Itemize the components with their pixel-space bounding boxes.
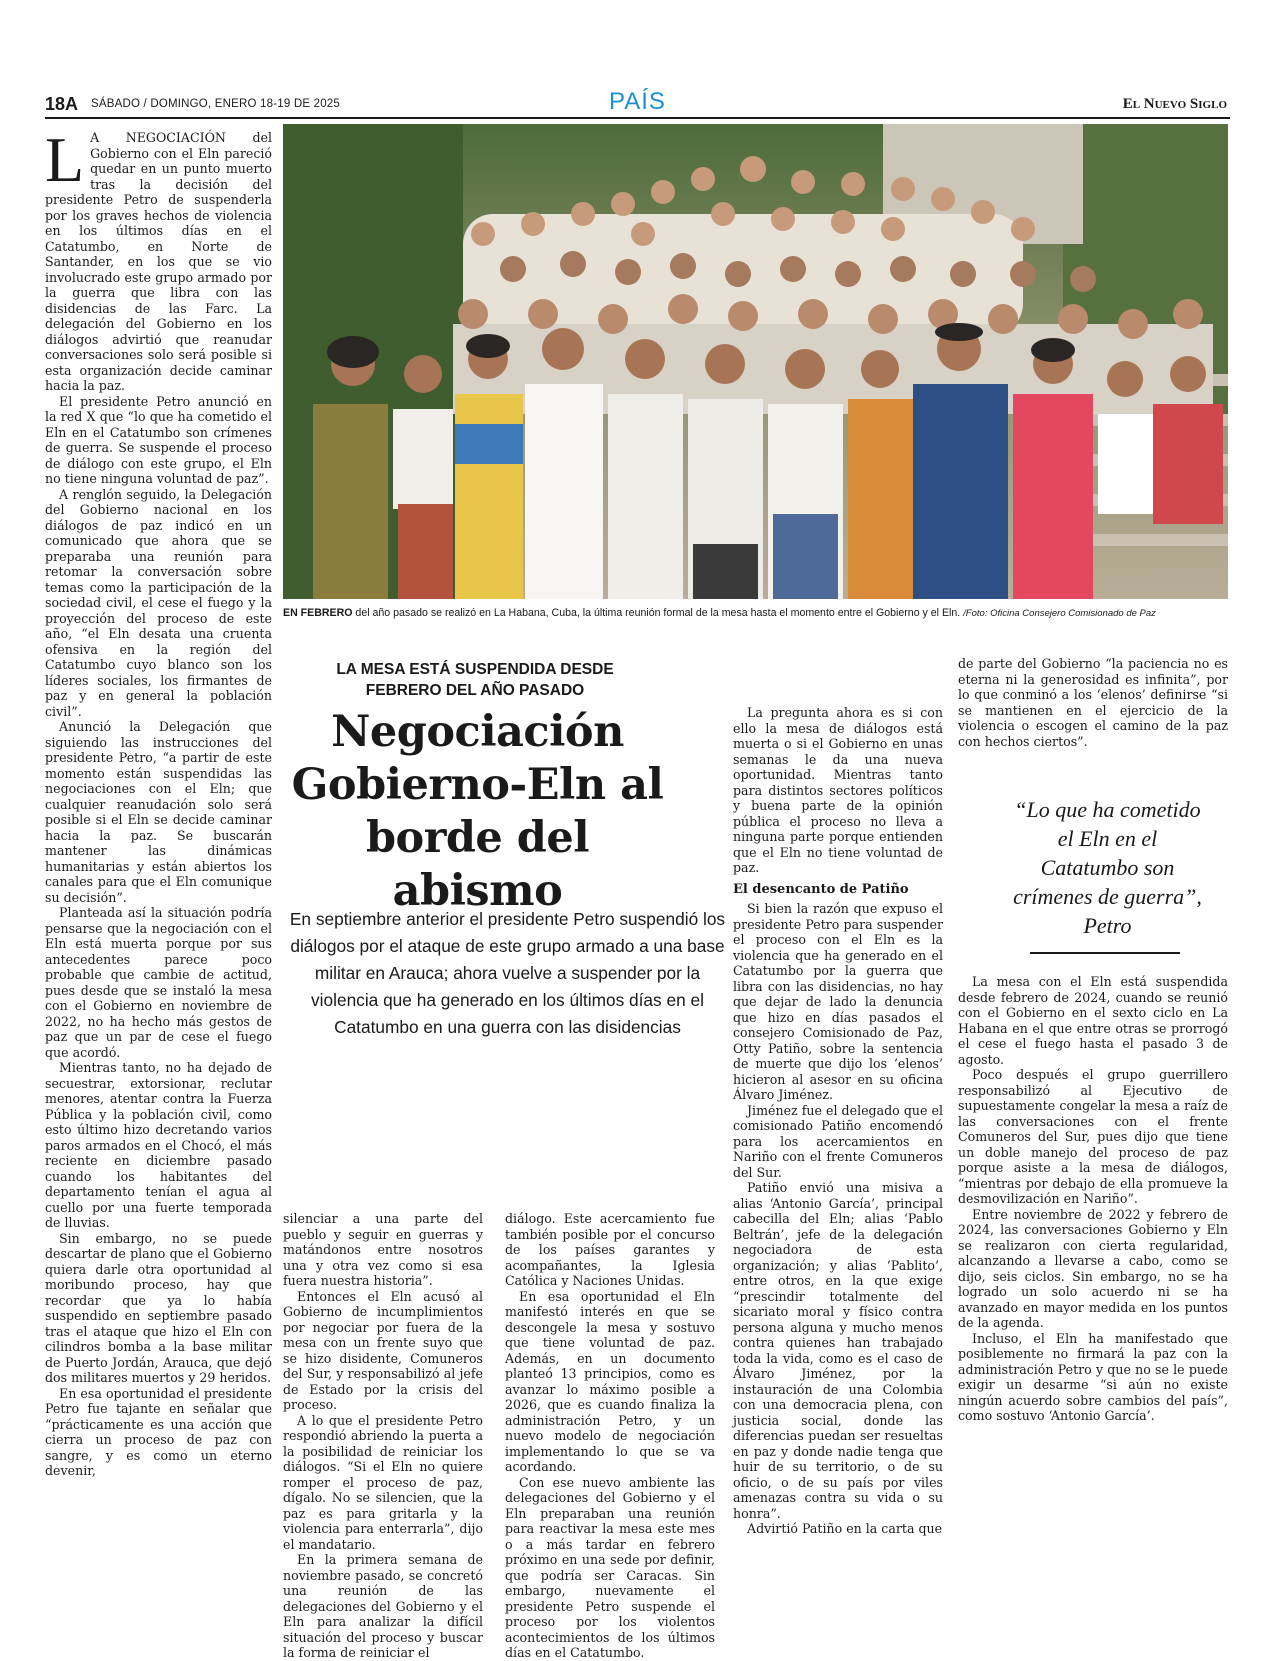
paragraph: silenciar a una parte del pueblo y seguir en guerras y matándonos entre nosotros una y otra vez como si esa fuera nuestra historia”. xyxy=(283,1211,483,1288)
paragraph: En esa oportunidad el presidente Petro fue tajante en señalar que “prácticamente es una acción que cierra un proceso de paz con sangre, y es como un eterno devenir, xyxy=(45,1385,272,1478)
paragraph: Si bien la razón que expuso el presidente Petro para suspender el proceso con el Eln es la violencia que ha generado en el Catatumbo por la guerra que libra con las disidencias, no hay que dejar de lado la denuncia que hizo en días pasados el consejero Comisionado de Paz, Otty Patiño, sobre la sentencia de muerte que dijo los ‘elenos’ hicieron al asesor en su oficina Álvaro Jiménez. xyxy=(733,901,943,1102)
paragraph: En esa oportunidad el Eln manifestó interés en que se descongele la mesa y sostuvo que tiene voluntad de paz. Además, en un documento planteó 13 principios, como es avanzar lo máximo posible a 2026, que es cuando finaliza la administración Petro, y un nuevo modelo de negociación implementando lo que se va acordando. xyxy=(505,1288,715,1474)
paragraph: Advirtió Patiño en la carta que xyxy=(747,1521,943,1536)
paragraph: Mientras tanto, no ha dejado de secuestrar, extorsionar, reclutar menores, atentar contra la Fuerza Pública y la población civil, como esto último hizo decretando varios paros armados en el Chocó, el más reciente en diciembre pasado cuando los habitantes del departamento tenían el agua al cuello por una fuerte temporada de lluvias. xyxy=(45,1060,272,1230)
drop-cap: L xyxy=(45,124,85,195)
paragraph: A renglón seguido, la Delegación del Gobierno nacional en los diálogos de paz indicó en un comunicado que ahora que se preparaba una reunión para retomar la conversación sobre temas como la participación de la sociedad civil, el cese el fuego y la proyección del proceso de este año, “el Eln desata una cruenta ofensiva en la región del Catatumbo cuyo blanco son los líderes sociales, los firmantes de paz y en general la población civil”. xyxy=(45,486,272,719)
article-column-3 xyxy=(505,1211,715,1661)
paragraph: La mesa con el Eln está suspendida desde febrero de 2024, cuando se reunió con el Gobierno en el sexto ciclo en La Habana en el que entre otras se prorrogó el cese el fuego hasta el pasado 3 de agosto. xyxy=(958,974,1228,1067)
article-column-1 xyxy=(45,124,272,1479)
pull-quote-rule xyxy=(1030,952,1180,954)
paragraph: Sin embargo, no se puede descartar de plano que el Gobierno quiera darle otra oportunidad al moribundo proceso, hay que recordar que ya lo había suspendido en septiembre pasado tras el ataque que hizo el Eln con cilindros bomba a la base militar de Puerto Jordán, Arauca, que dejó dos militares muertos y 29 heridos. xyxy=(45,1230,272,1385)
caption-text: del año pasado se realizó en La Habana, Cuba, la última reunión formal de la mesa hasta el momento entre el Gobierno y el Eln. xyxy=(355,607,961,619)
page-number: 18A xyxy=(45,94,79,114)
paragraph: diálogo. Este acercamiento fue también posible por el concurso de los países garantes y acompañantes, la Iglesia Católica y Naciones Unidas. xyxy=(505,1211,715,1288)
paragraph: de parte del Gobierno “la paciencia no es eterna ni la generosidad es infinita”, por lo que conminó a los ‘elenos’ definirse “si se mantienen en el ejercicio de la violencia o escogen el camino de la paz con hechos ciertos”. xyxy=(958,656,1228,749)
paragraph: El presidente Petro anunció en la red X que “lo que ha cometido el Eln en el Catatumbo son crímenes de guerra. Se suspende el proceso de diálogo con este grupo, el Eln no tiene ninguna voluntad de paz”. xyxy=(45,393,272,486)
paragraph: Con ese nuevo ambiente las delegaciones del Gobierno y el Eln preparaban una reunión para reactivar la mesa este mes o a más tardar en febrero próximo en una sede por definir, que podría ser Caracas. Sin embargo, nuevamente el presidente Petro suspende el proceso por los violentos acontecimientos de los últimos días en el Catatumbo. xyxy=(505,1474,715,1660)
paragraph: Patiño envió una misiva a alias ‘Antonio García’, principal cabecilla del Eln; alias ‘Pablo Beltrán’, jefe de la delegación negociadora de esta organización; y alias ‘Pablito’, entre otros, en la que exige “prescindir totalmente del sicariato moral y físico contra persona alguna y mucho menos contra quienes han trabajado toda la vida, como es el caso de Álvaro Jiménez, por la instauración de una Colombia con una democracia plena, con justicia social, donde las diferencias puedan ser resueltas en paz y donde nadie tenga que huir de su territorio, o de su oficio, o de su país por viles amenazas contra su vida o su honra”. xyxy=(733,1180,943,1521)
paragraph: En la primera semana de noviembre pasado, se concretó una reunión de las delegaciones del Gobierno y el Eln para analizar la difícil situación del proceso y buscar la forma de reiniciar el xyxy=(283,1552,483,1660)
paragraph: Incluso, el Eln ha manifestado que posiblemente no firmará la paz con la administración Petro y que no se le puede exigir un desarme “si aún no existe ningún acuerdo sobre cambios del país”, como sostuvo ‘Antonio García’. xyxy=(958,1330,1228,1423)
paragraph: La pregunta ahora es si con ello la mesa de diálogos está muerta o si el Gobierno en unas semanas le da una nueva oportunidad. Mientras tanto para distintos sectores políticos y buena parte de la opinión pública el proceso no lleva a ninguna parte porque entienden que el Eln no tiene voluntad de paz. xyxy=(733,705,943,875)
paragraph: Poco después el grupo guerrillero responsabilizó al Ejecutivo de supuestamente congelar la mesa a raíz de las conversaciones con el frente Comuneros del Sur, pues dijo que tiene un doble manejo del proceso de paz porque asiste a la mesa de diálogos, “mientras por debajo de ella promueve la desmovilización en Nariño”. xyxy=(958,1067,1228,1206)
paragraph: Anunció la Delegación que siguiendo las instrucciones del presidente Petro, “a partir de este momento están suspendidas las negociaciones con el Eln; que cualquier reanudación solo será posible si el Eln se decide caminar hacia la paz. Se buscarán mantener las dinámicas humanitarias y están abiertos los canales para que el Eln comunique su decisión”. xyxy=(45,719,272,905)
issue-date: SÁBADO / DOMINGO, ENERO 18-19 DE 2025 xyxy=(91,98,340,110)
paragraph: A lo que el presidente Petro respondió abriendo la puerta a la posibilidad de reiniciar los diálogos. “Si el Eln no quiere romper el proceso de paz, dígalo. No se silencien, que la paz es para gritarla y la violencia para enterrarla”, dijo el mandatario. xyxy=(283,1412,483,1552)
headline: Negociación Gobierno-Eln al borde del abismo xyxy=(291,707,664,916)
paragraph: Entre noviembre de 2022 y febrero de 2024, las conversaciones Gobierno y Eln se realizaron con cierta regularidad, alcanzando a llevarse a cabo, como se dijo, seis ciclos. Sin embargo, no se ha logrado un solo acuerdo ni se ha avanzado en mayor medida en los puntos de la agenda. xyxy=(958,1206,1228,1330)
article-column-5 xyxy=(958,656,1228,749)
newspaper-brand: El Nuevo Siglo xyxy=(1122,96,1227,112)
article-column-2 xyxy=(283,1211,483,1661)
group-photo xyxy=(283,124,1228,599)
article-column-4 xyxy=(733,705,943,1537)
section-title: PAÍS xyxy=(609,88,666,115)
subhead: El desencanto de Patiño xyxy=(733,881,909,897)
article-column-5-continued xyxy=(958,974,1228,1424)
paragraph: Entonces el Eln acusó al Gobierno de incumplimientos por negociar por fuera de la mesa con un frente suyo que se hizo disidente, Comuneros del Sur, y responsabilizó al jefe de Estado por la crisis del proceso. xyxy=(283,1288,483,1412)
photo-credit: /Foto: Oficina Consejero Comisionado de Paz xyxy=(963,608,1156,619)
pull-quote: “Lo que ha cometido el Eln en el Catatumbo son crímenes de guerra”, Petro xyxy=(1013,797,1202,938)
paragraph: Jiménez fue el delegado que el comisionado Patiño encomendó para los acercamientos en Nariño con el frente Comuneros del Sur. xyxy=(733,1102,943,1180)
caption-lead: EN FEBRERO xyxy=(283,607,353,619)
deck: En septiembre anterior el presidente Petro suspendió los diálogos por el ataque de este grupo armado a una base militar en Arauca; ahora vuelve a suspender por la violencia que ha generado en los últimos días en el Catatumbo en una guerra con las disidencias xyxy=(289,909,726,1037)
paragraph: L A NEGOCIACIÓN del Gobierno con el Eln pareció quedar en un punto muerto tras la decisión del presidente Petro de suspenderla por los graves hechos de violencia en los últimos días en el Catatumbo, en Norte de Santander, en los que se vio involucrado este grupo armado por la guerra que libra con las disidencias de las Farc. La delegación del Gobierno en los diálogos advirtió que reanudar conversaciones solo será posible si esta organización decide caminar hacia la paz. xyxy=(45,124,272,393)
photo-caption xyxy=(283,606,1228,621)
kicker: LA MESA ESTÁ SUSPENDIDA DESDE FEBRERO DEL AÑO PASADO xyxy=(336,661,614,699)
header-rule xyxy=(45,117,1230,119)
paragraph: Planteada así la situación podría pensarse que la negociación con el Eln está muerta porque por sus antecedentes parece poco probable que cambie de actitud, pues desde que se instaló la mesa con el Gobierno en noviembre de 2022, no ha hecho más gestos de paz que un par de cese el fuego que acordó. xyxy=(45,905,272,1060)
